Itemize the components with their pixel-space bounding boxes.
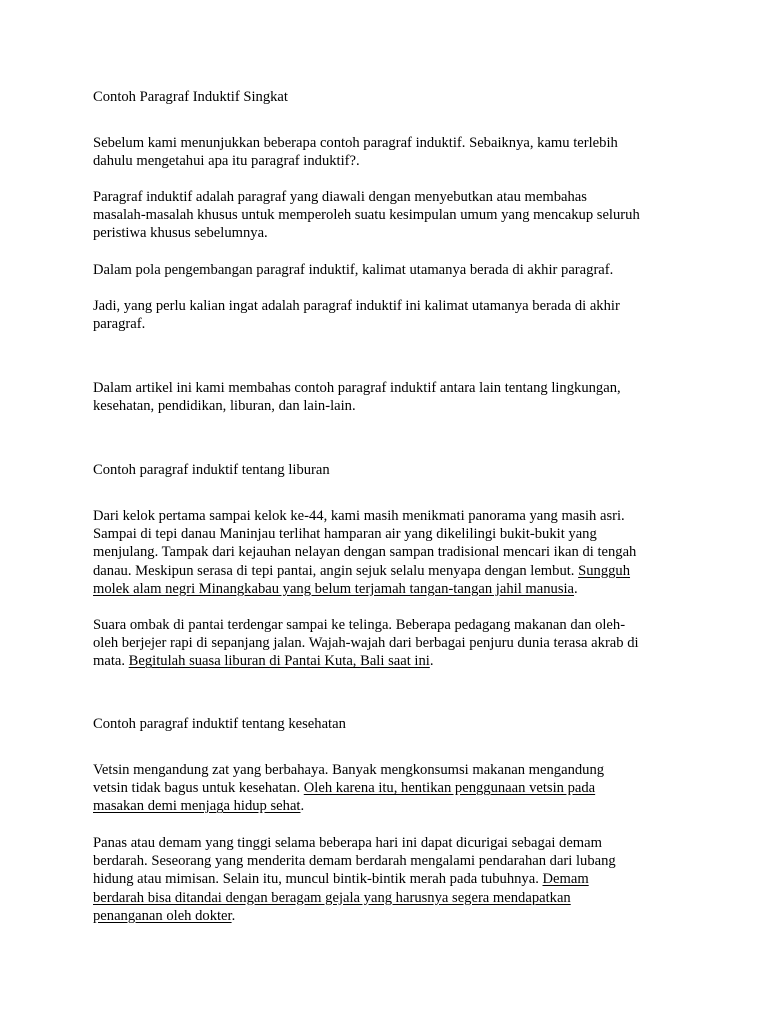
paragraph-text: Dari kelok pertama sampai kelok ke-44, kami masih menikmati panorama yang masih asri. Sampai di tepi danau Maninjau terlihat hamparan air yang dikelilingi bukit-bukit yang menjulang. Tampak dari kejauhan nelayan dengan sampan tradisional mencari ikan di tengah danau. Meskipun serasa di tepi pantai, angin sejuk selalu menyapa dengan lembut.	[93, 508, 637, 579]
body-paragraph	[93, 507, 678, 598]
body-paragraph	[93, 834, 678, 925]
intro-paragraph: Dalam artikel ini kami membahas contoh paragraf induktif antara lain tentang lingkungan, kesehatan, pendidikan, liburan, dan lain-lain.	[93, 380, 621, 415]
body-paragraph	[93, 616, 678, 671]
conclusion-sentence: Sungguh molek alam negri Minangkabau yang belum terjamah tangan-tangan jahil manusia	[93, 562, 631, 597]
paragraph-end: .	[429, 653, 434, 670]
conclusion-sentence: Oleh karena itu, hentikan penggunaan vetsin pada masakan demi menjaga hidup sehat	[93, 780, 596, 815]
paragraph-text: Suara ombak di pantai terdengar sampai ke telinga. Beberapa pedagang makanan dan oleh- oleh berjejer rapi di sepanjang jalan. Wajah-wajah dari berbagai penjuru dunia terasa akrab di mata.	[93, 617, 639, 670]
body-paragraph	[93, 761, 678, 816]
paragraph-text: Vetsin mengandung zat yang berbahaya. Banyak mengkonsumsi makanan mengandung vetsin tidak bagus untuk kesehatan.	[93, 762, 605, 797]
intro-paragraph: Paragraf induktif adalah paragraf yang diawali dengan menyebutkan atau membahas masalah-masalah khusus untuk memperoleh suatu kesimpulan umum yang mencakup seluruh peristiwa khusus sebelumnya.	[93, 189, 640, 242]
paragraph-end: .	[231, 907, 236, 924]
paragraph-text: Panas atau demam yang tinggi selama beberapa hari ini dapat dicurigai sebagai demam berdarah. Seseorang yang menderita demam berdarah mengalami pendarahan dari lubang hidung atau mimisan. Selain itu, muncul bintik-bintik merah pada tubuhnya.	[93, 835, 616, 888]
paragraph-end: .	[574, 580, 578, 597]
section-heading-liburan: Contoh paragraf induktif tentang liburan	[93, 462, 330, 478]
intro-paragraph: Dalam pola pengembangan paragraf induktif, kalimat utamanya berada di akhir paragraf.	[93, 262, 614, 278]
document-title: Contoh Paragraf Induktif Singkat	[93, 89, 288, 105]
paragraph-end: .	[300, 798, 305, 815]
intro-paragraph: Jadi, yang perlu kalian ingat adalah paragraf induktif ini kalimat utamanya berada di akhir paragraf.	[93, 298, 620, 333]
conclusion-sentence: Begitulah suasa liburan di Pantai Kuta, Bali saat ini	[128, 653, 430, 670]
section-heading-kesehatan: Contoh paragraf induktif tentang kesehatan	[93, 716, 346, 732]
intro-paragraph: Sebelum kami menunjukkan beberapa contoh paragraf induktif. Sebaiknya, kamu terlebih dahulu mengetahui apa itu paragraf induktif?.	[93, 135, 618, 170]
conclusion-sentence: Demam berdarah bisa ditandai dengan beragam gejala yang harusnya segera mendapatkan penanganan oleh dokter	[93, 871, 589, 924]
